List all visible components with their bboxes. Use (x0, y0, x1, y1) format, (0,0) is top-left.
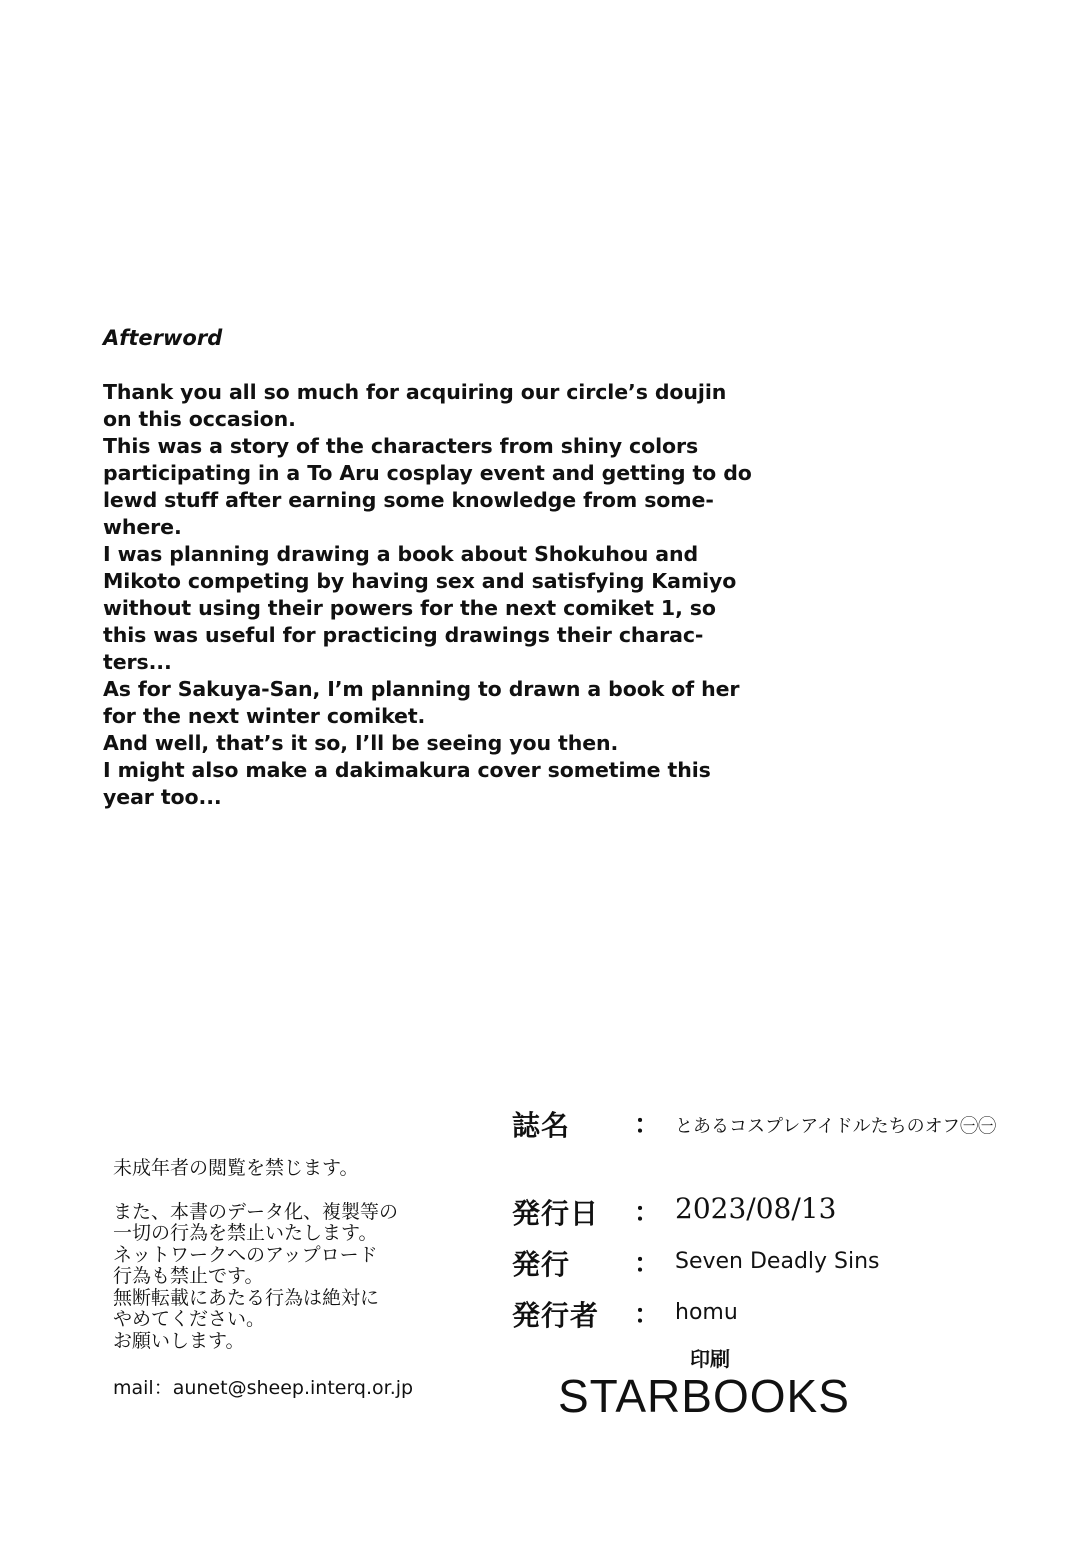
title-label: 誌名 (512, 1109, 571, 1142)
afterword-line: ters... (103, 650, 172, 674)
afterword-line: year too... (103, 785, 222, 809)
notice-line: 無断転載にあたる行為は絶対に (113, 1286, 380, 1309)
afterword-line: participating in a To Aru cosplay event and getting to do (103, 461, 752, 485)
contact-email: mail：aunet@sheep.interq.or.jp (113, 1377, 414, 1399)
separator: ： (634, 1249, 661, 1279)
notice-line: お願いします。 (113, 1329, 245, 1352)
publish-date: 2023/08/13 (675, 1192, 837, 1225)
afterword-line: this was useful for practicing drawings their charac- (103, 623, 704, 647)
notice-line: やめてください。 (113, 1308, 266, 1330)
colophon-row-title (512, 1100, 1052, 1146)
publish-date-label: 発行日 (512, 1197, 600, 1230)
afterword-line: This was a story of the characters from shiny colors (103, 434, 699, 458)
notice-line: 行為も禁止です。 (113, 1265, 264, 1287)
afterword-line: where. (103, 515, 182, 539)
afterword-line: for the next winter comiket. (103, 704, 426, 728)
publisher: Seven Deadly Sins (675, 1249, 880, 1274)
afterword-title: Afterword (103, 326, 223, 350)
afterword-line: I was planning drawing a book about Shokuhou and (103, 542, 699, 566)
afterword-line: And well, that’s it so, I’ll be seeing you then. (103, 731, 619, 755)
publisher-label: 発行 (512, 1248, 571, 1281)
colophon-row-publisher (512, 1239, 1052, 1285)
separator: ： (634, 1300, 661, 1330)
colophon-row-date (512, 1188, 1052, 1234)
afterword-line: lewd stuff after earning some knowledge from some- (103, 488, 714, 512)
copyright-notice (113, 1158, 453, 1400)
age-restriction-notice: 未成年者の閲覧を禁じます。 (113, 1157, 359, 1179)
afterword-line: Mikoto competing by having sex and satisfying Kamiyo (103, 569, 737, 593)
afterword-section (103, 324, 783, 811)
print-label: 印刷 (690, 1347, 730, 1371)
printer-logo: STARBOOKS (558, 1370, 850, 1422)
afterword-line: on this occasion. (103, 407, 296, 431)
afterword-line: Thank you all so much for acquiring our circle’s doujin (103, 380, 727, 404)
notice-line: また、本書のデータ化、複製等の (113, 1200, 399, 1223)
afterword-body (103, 379, 783, 811)
afterword-line: I might also make a dakimakura cover sometime this (103, 758, 711, 782)
notice-line: ネットワークへのアップロード (113, 1243, 378, 1266)
notice-line: 一切の行為を禁止いたします。 (113, 1222, 378, 1244)
issuer-label: 発行者 (512, 1299, 600, 1332)
issuer: homu (675, 1300, 738, 1325)
afterword-line: As for Sakuya-San, I’m planning to drawn a book of her (103, 677, 740, 701)
afterword-line: without using their powers for the next comiket 1, so (103, 596, 716, 620)
colophon-row-issuer (512, 1290, 1052, 1336)
book-title: とあるコスプレアイドルたちのオフ㊀㊀ (675, 1116, 997, 1137)
separator: ： (634, 1110, 661, 1140)
separator: ： (634, 1198, 661, 1228)
